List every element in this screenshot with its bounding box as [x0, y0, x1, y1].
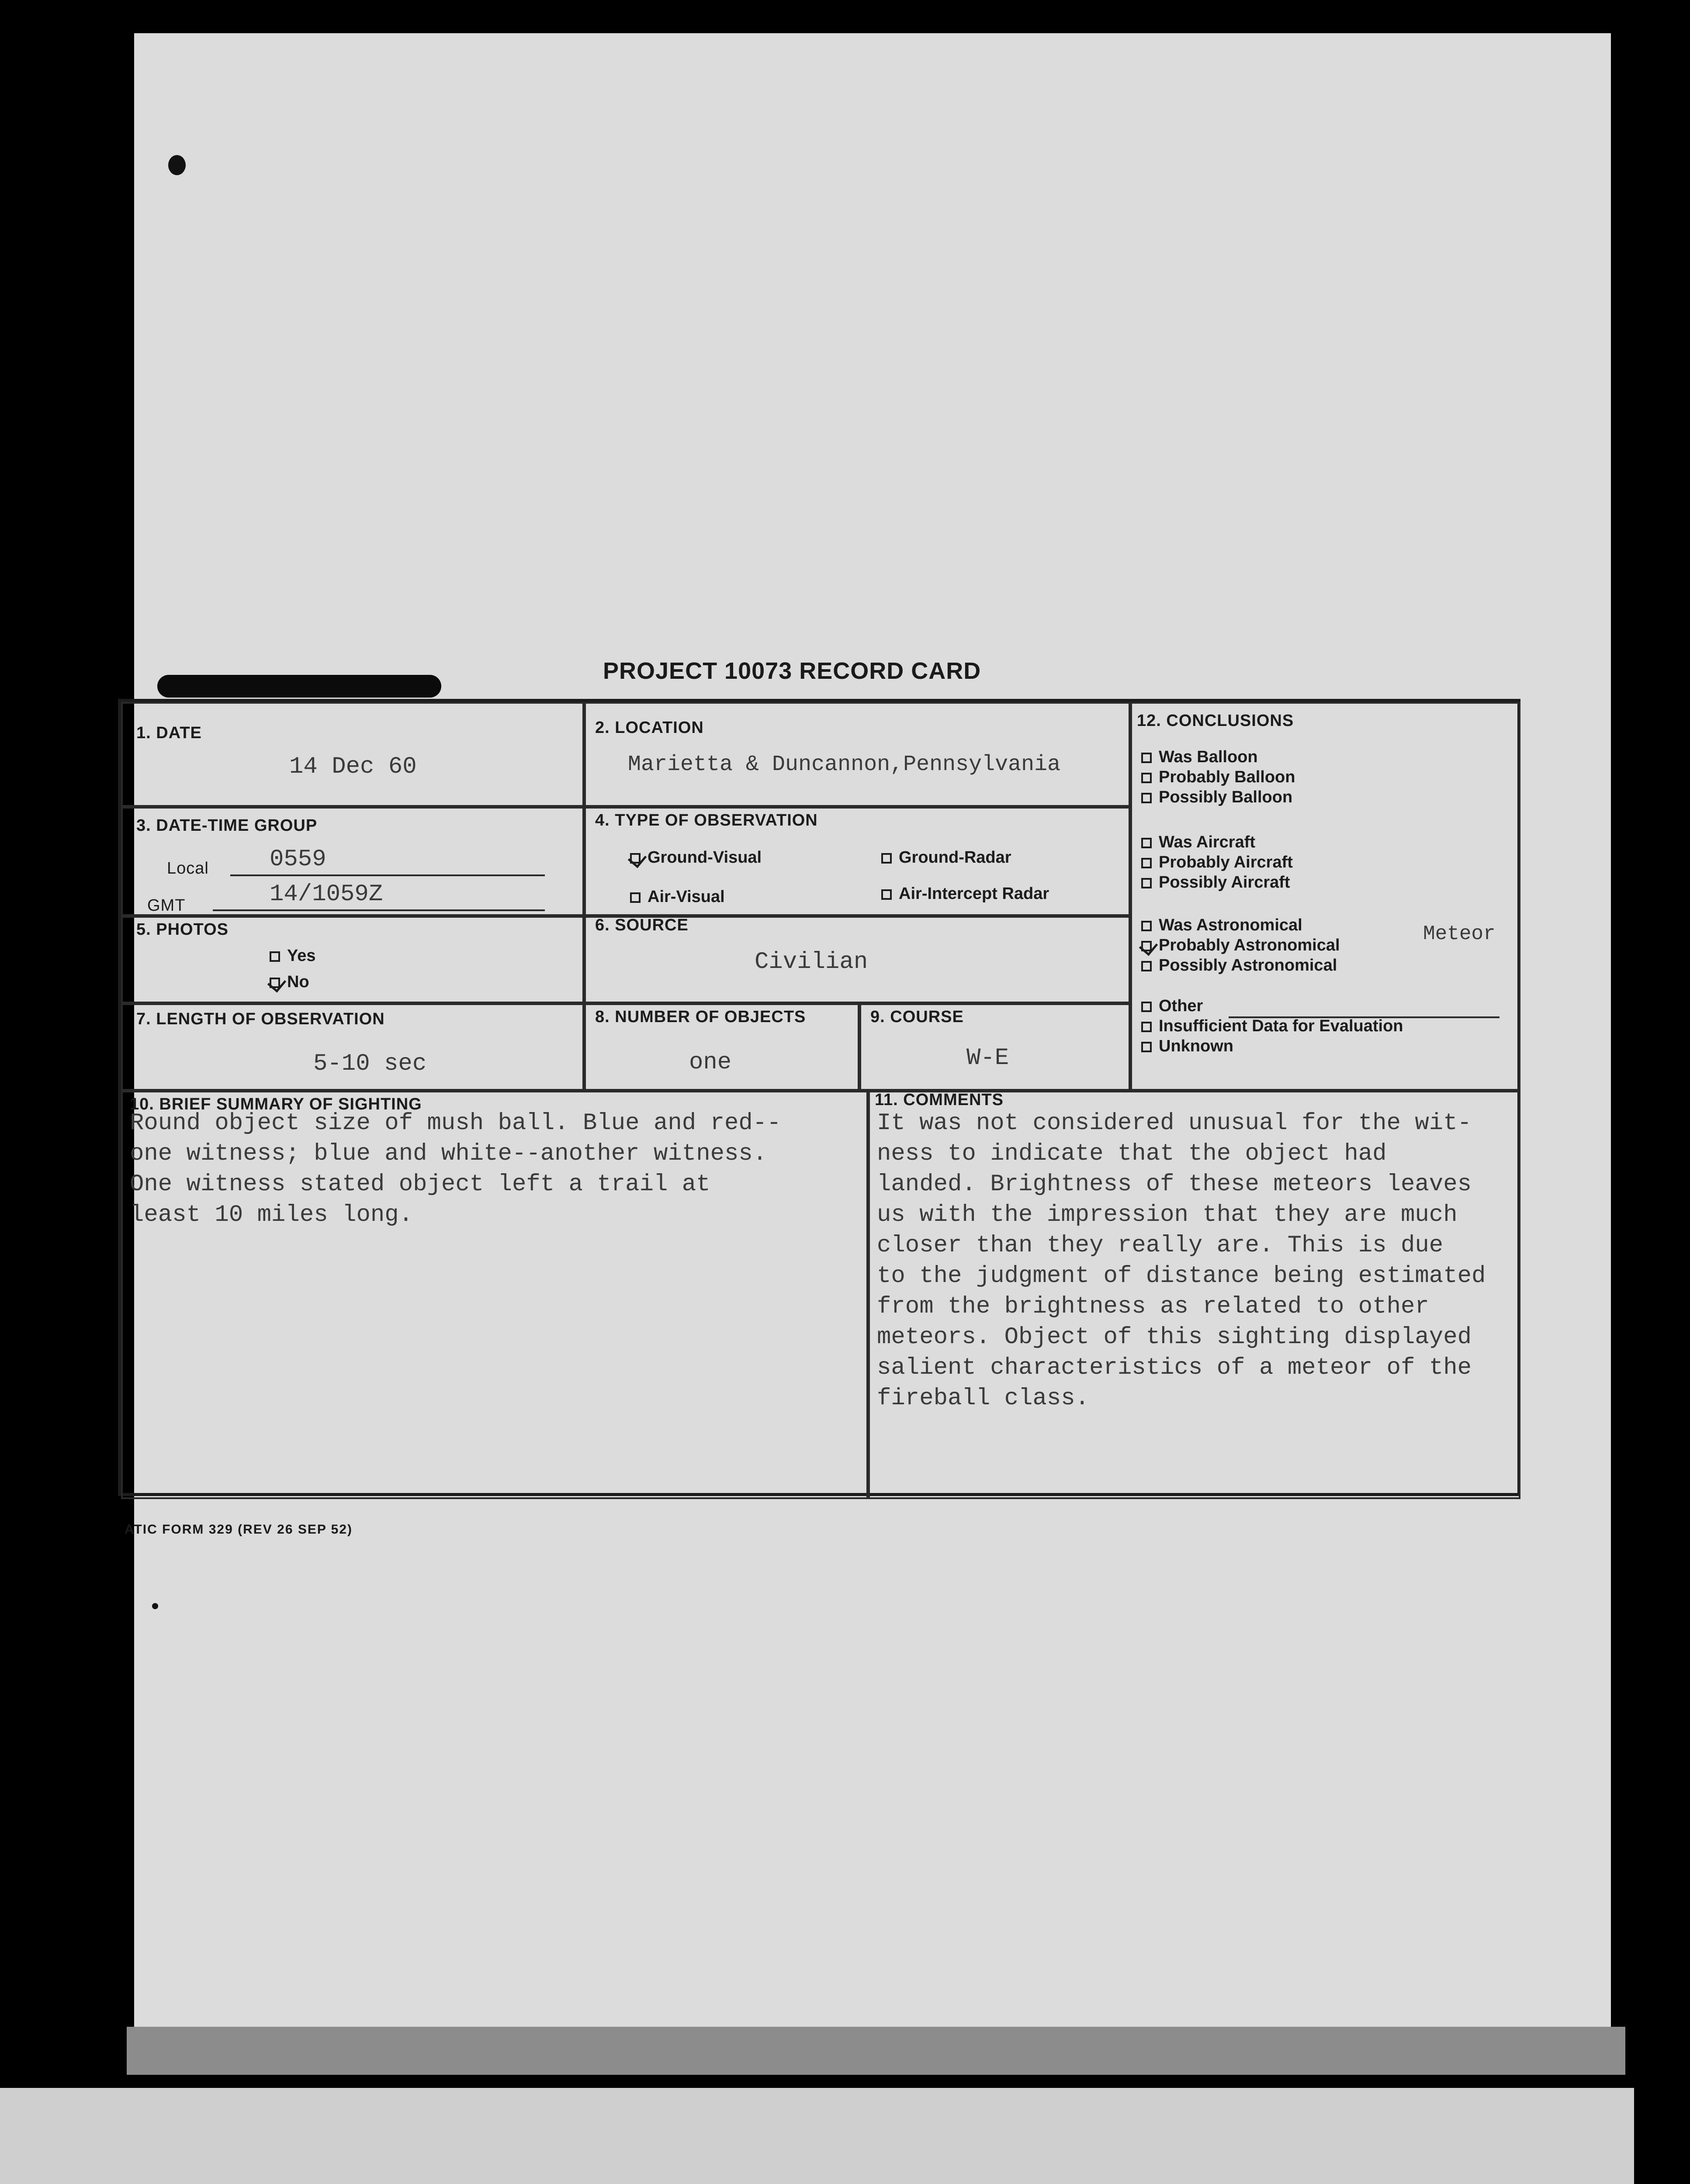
text-line: One witness stated object left a trail at — [130, 1171, 710, 1198]
option-ground-visual[interactable] — [630, 848, 762, 867]
conclusions-label: 12. CONCLUSIONS — [1137, 712, 1294, 730]
option-label: Probably Balloon — [1159, 768, 1295, 786]
option-label: Was Astronomical — [1159, 916, 1302, 934]
gmt-underline — [213, 909, 545, 911]
conclusion-option[interactable] — [1141, 853, 1293, 872]
conclusion-option[interactable] — [1141, 873, 1290, 892]
course-value: W-E — [966, 1045, 1009, 1071]
form-footer: ATIC FORM 329 (REV 26 SEP 52) — [125, 1522, 353, 1537]
photos-label: 5. PHOTOS — [136, 920, 229, 939]
checkbox-icon[interactable] — [630, 853, 641, 864]
option-label: Possibly Balloon — [1159, 788, 1293, 806]
option-ground-radar[interactable] — [881, 848, 1011, 867]
checkbox-icon[interactable] — [881, 853, 892, 864]
checkbox-icon[interactable] — [630, 892, 641, 903]
option-label: Unknown — [1159, 1037, 1233, 1055]
local-underline — [230, 874, 545, 876]
checkbox-icon[interactable] — [1141, 773, 1152, 783]
text-line: It was not considered unusual for the wit- — [877, 1110, 1472, 1137]
text-line: salient characteristics of a meteor of the — [877, 1355, 1472, 1381]
option-label: Possibly Astronomical — [1159, 956, 1337, 975]
course-label: 9. COURSE — [870, 1008, 964, 1026]
page-shadow — [127, 2027, 1625, 2075]
source-label: 6. SOURCE — [595, 916, 689, 934]
checkbox-icon[interactable] — [270, 978, 280, 988]
option-air-visual[interactable] — [630, 888, 725, 906]
text-line: to the judgment of distance being estimated — [877, 1263, 1486, 1289]
source-value: Civilian — [755, 949, 868, 975]
record-card — [118, 699, 1520, 1496]
checkbox-icon[interactable] — [1141, 858, 1152, 868]
conclusion-option[interactable] — [1141, 936, 1340, 955]
checkbox-icon[interactable] — [1141, 793, 1152, 803]
option-air-intercept-radar[interactable] — [881, 885, 1049, 903]
checkbox-icon[interactable] — [1141, 1022, 1152, 1032]
checkbox-icon[interactable] — [1141, 961, 1152, 971]
num-objects-label: 8. NUMBER OF OBJECTS — [595, 1008, 806, 1026]
date-value: 14 Dec 60 — [289, 753, 417, 780]
dust-speck — [168, 155, 186, 175]
conclusion-option[interactable] — [1141, 1037, 1233, 1056]
other-underline — [1229, 1016, 1500, 1018]
observation-type-label: 4. TYPE OF OBSERVATION — [595, 811, 818, 829]
text-line: us with the impression that they are much — [877, 1202, 1458, 1228]
conclusion-option[interactable] — [1141, 748, 1258, 767]
conclusion-option[interactable] — [1141, 1017, 1403, 1036]
location-value: Marietta & Duncannon,Pennsylvania — [628, 752, 1061, 777]
text-line: from the brightness as related to other — [877, 1293, 1429, 1320]
lower-page-strip — [0, 2088, 1634, 2184]
option-photos-yes[interactable] — [270, 947, 316, 965]
comments-label: 11. COMMENTS — [875, 1091, 1004, 1109]
checkbox-icon[interactable] — [1141, 838, 1152, 848]
dtg-label: 3. DATE-TIME GROUP — [136, 816, 318, 835]
option-photos-no[interactable] — [270, 973, 309, 992]
option-label: Air-Visual — [648, 888, 725, 906]
conclusion-option[interactable] — [1141, 833, 1255, 852]
redaction-mark — [157, 675, 441, 698]
checkbox-icon[interactable] — [1141, 941, 1152, 951]
length-value: 5-10 sec — [313, 1051, 427, 1077]
option-label: Probably Astronomical — [1159, 936, 1340, 954]
option-label: Air-Intercept Radar — [899, 885, 1049, 903]
conclusion-option[interactable] — [1141, 956, 1337, 975]
checkbox-icon[interactable] — [1141, 1042, 1152, 1052]
option-label: Probably Aircraft — [1159, 853, 1293, 871]
option-label: Was Balloon — [1159, 748, 1258, 766]
option-label: Yes — [287, 947, 316, 965]
option-label: Other — [1159, 997, 1203, 1015]
text-line: ness to indicate that the object had — [877, 1140, 1387, 1167]
text-line: one witness; blue and white--another witness. — [130, 1140, 767, 1167]
text-line: meteors. Object of this sighting displayed — [877, 1324, 1472, 1351]
checkbox-icon[interactable] — [1141, 921, 1152, 931]
option-label: Was Aircraft — [1159, 833, 1256, 851]
conclusion-option[interactable] — [1141, 788, 1292, 807]
checkbox-icon[interactable] — [1141, 753, 1152, 763]
conclusions-annotation: Meteor — [1423, 923, 1496, 945]
text-line: closer than they really are. This is due — [877, 1232, 1444, 1259]
conclusion-option[interactable] — [1141, 768, 1295, 787]
summary-label: 10. BRIEF SUMMARY OF SIGHTING — [130, 1095, 422, 1113]
checkbox-icon[interactable] — [881, 889, 892, 900]
checkbox-icon[interactable] — [1141, 878, 1152, 888]
option-label: No — [287, 973, 309, 991]
gmt-value: 14/1059Z — [270, 881, 383, 908]
option-label: Insufficient Data for Evaluation — [1159, 1017, 1403, 1035]
local-value: 0559 — [270, 846, 326, 873]
date-label: 1. DATE — [136, 724, 202, 742]
summary-text — [130, 1108, 781, 1230]
option-label: Ground-Radar — [899, 848, 1011, 867]
num-objects-value: one — [689, 1049, 732, 1076]
length-label: 7. LENGTH OF OBSERVATION — [136, 1010, 385, 1028]
conclusion-option[interactable] — [1141, 916, 1302, 935]
comments-text — [877, 1108, 1486, 1414]
card-title: PROJECT 10073 RECORD CARD — [603, 658, 981, 684]
gmt-label: GMT — [147, 896, 186, 915]
option-label: Ground-Visual — [648, 848, 762, 867]
local-label: Local — [167, 859, 209, 878]
checkbox-icon[interactable] — [1141, 1002, 1152, 1012]
text-line: fireball class. — [877, 1385, 1090, 1412]
option-label: Possibly Aircraft — [1159, 873, 1290, 892]
conclusion-option[interactable] — [1141, 997, 1203, 1016]
dust-speck — [152, 1603, 158, 1609]
location-label: 2. LOCATION — [595, 719, 704, 737]
checkbox-icon[interactable] — [270, 951, 280, 962]
text-line: least 10 miles long. — [130, 1202, 413, 1228]
text-line: Round object size of mush ball. Blue and red-- — [130, 1110, 781, 1137]
text-line: landed. Brightness of these meteors leaves — [877, 1171, 1472, 1198]
